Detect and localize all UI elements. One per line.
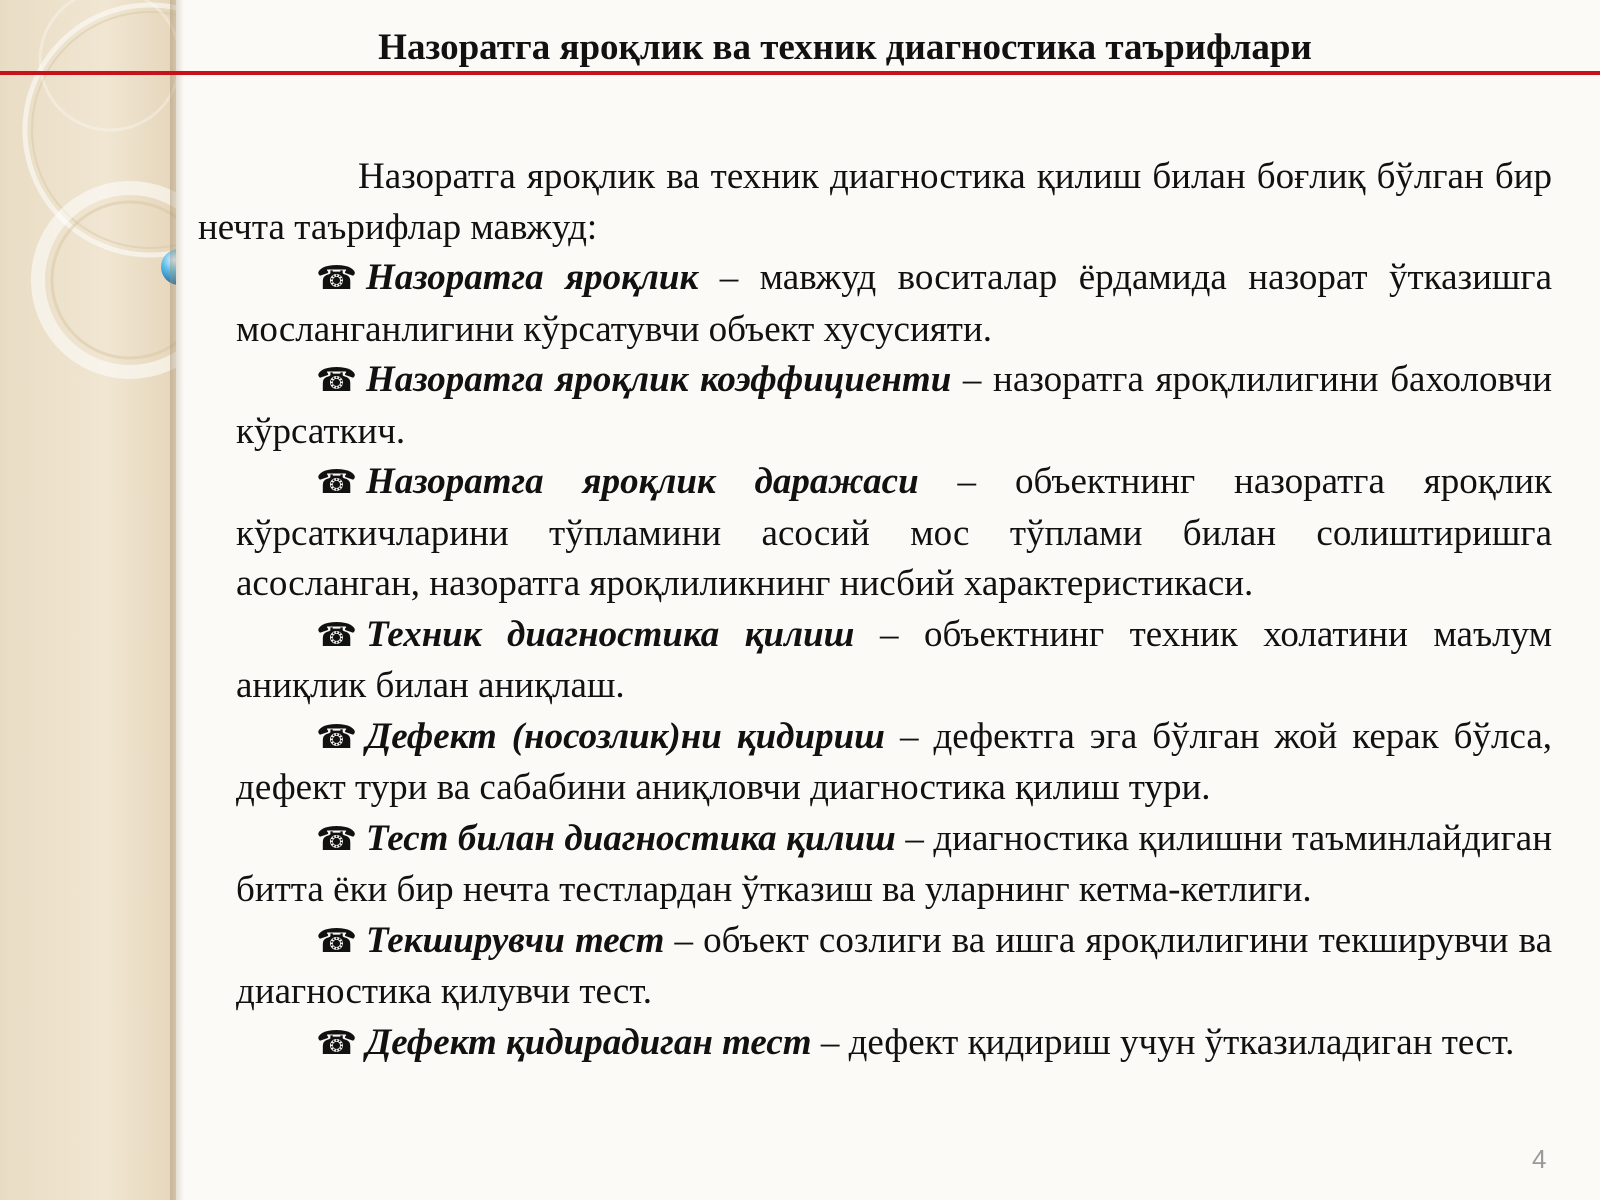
definition-text: – объект созлиги ва ишга яроқлилигини текширувчи ва диагностика қилувчи тест. (236, 919, 1552, 1012)
page-number: 4 (1532, 1144, 1547, 1174)
definition-term: Текширувчи тест (366, 919, 665, 961)
slide-title: Назоратга яроқлик ва техник диагностика таърифлари (378, 27, 1312, 68)
telephone-icon: ☎ (316, 923, 358, 960)
definition-term: Дефект (носозлик)ни қидириш (366, 715, 885, 757)
telephone-icon: ☎ (316, 1025, 358, 1062)
definition-term: Дефект қидирадиган тест (366, 1021, 812, 1063)
intro-paragraph: Назоратга яроқлик ва техник диагностика қилиш билан боғлиқ бўлган бир нечта таърифлар мавжуд: (198, 156, 1552, 248)
definition-text: – мавжуд воситалар ёрдамида назорат ўтказишга мосланганлигини кўрсатувчи объект хусусияти. (236, 257, 1553, 350)
definition-text: – назоратга яроқлилигини бахоловчи кўрсаткич. (236, 359, 1552, 452)
definition-term: Назоратга яроқлик даражаси (366, 461, 919, 502)
definition-term: Назоратга яроқлик коэффициенти (366, 359, 952, 400)
definition-item (198, 916, 1552, 1018)
telephone-icon: ☎ (316, 261, 358, 297)
definition-text: – объектнинг назоратга яроқлик кўрсаткичларини тўпламини асосий мос тўплами билан солиштиришга асосланган, назоратга яроқлиликнинг нисбий характеристикаси. (236, 461, 1552, 604)
definition-term: Тест билан диагностика қилиш (366, 817, 896, 859)
definition-item (198, 814, 1552, 916)
definition-text: – диагностика қилишни таъминлайдиган битта ёки бир нечта тестлардан ўтказиш ва уларнинг кетма-кетлиги. (236, 817, 1553, 910)
definition-item (198, 457, 1552, 610)
definition-term: Назоратга яроқлик (366, 257, 699, 298)
sidebar-shadow (170, 0, 184, 1200)
telephone-icon: ☎ (316, 617, 358, 654)
slide-content (198, 152, 1552, 1069)
title-bar (0, 0, 1600, 72)
telephone-icon: ☎ (316, 719, 358, 756)
telephone-icon: ☎ (316, 821, 358, 858)
definition-item (198, 712, 1552, 814)
title-underline (0, 71, 1600, 75)
decorative-rings (0, 0, 176, 1200)
definition-text: – дефектга эга бўлган жой керак бўлса, дефект тури ва сабабини аниқловчи диагностика қилиш тури. (236, 715, 1552, 808)
definition-text: – дефект қидириш учун ўтказиладиган тест. (811, 1021, 1515, 1063)
telephone-icon: ☎ (316, 465, 358, 501)
definition-text: – объектнинг техник холатини маълум аниқлик билан аниқлаш. (236, 613, 1552, 706)
definition-item (198, 355, 1552, 457)
telephone-icon: ☎ (316, 363, 358, 399)
definition-item (198, 1018, 1552, 1070)
definition-item (198, 253, 1552, 355)
definition-term: Техник диагностика қилиш (366, 613, 855, 655)
definition-item (198, 610, 1552, 712)
decorative-sidebar (0, 0, 176, 1200)
